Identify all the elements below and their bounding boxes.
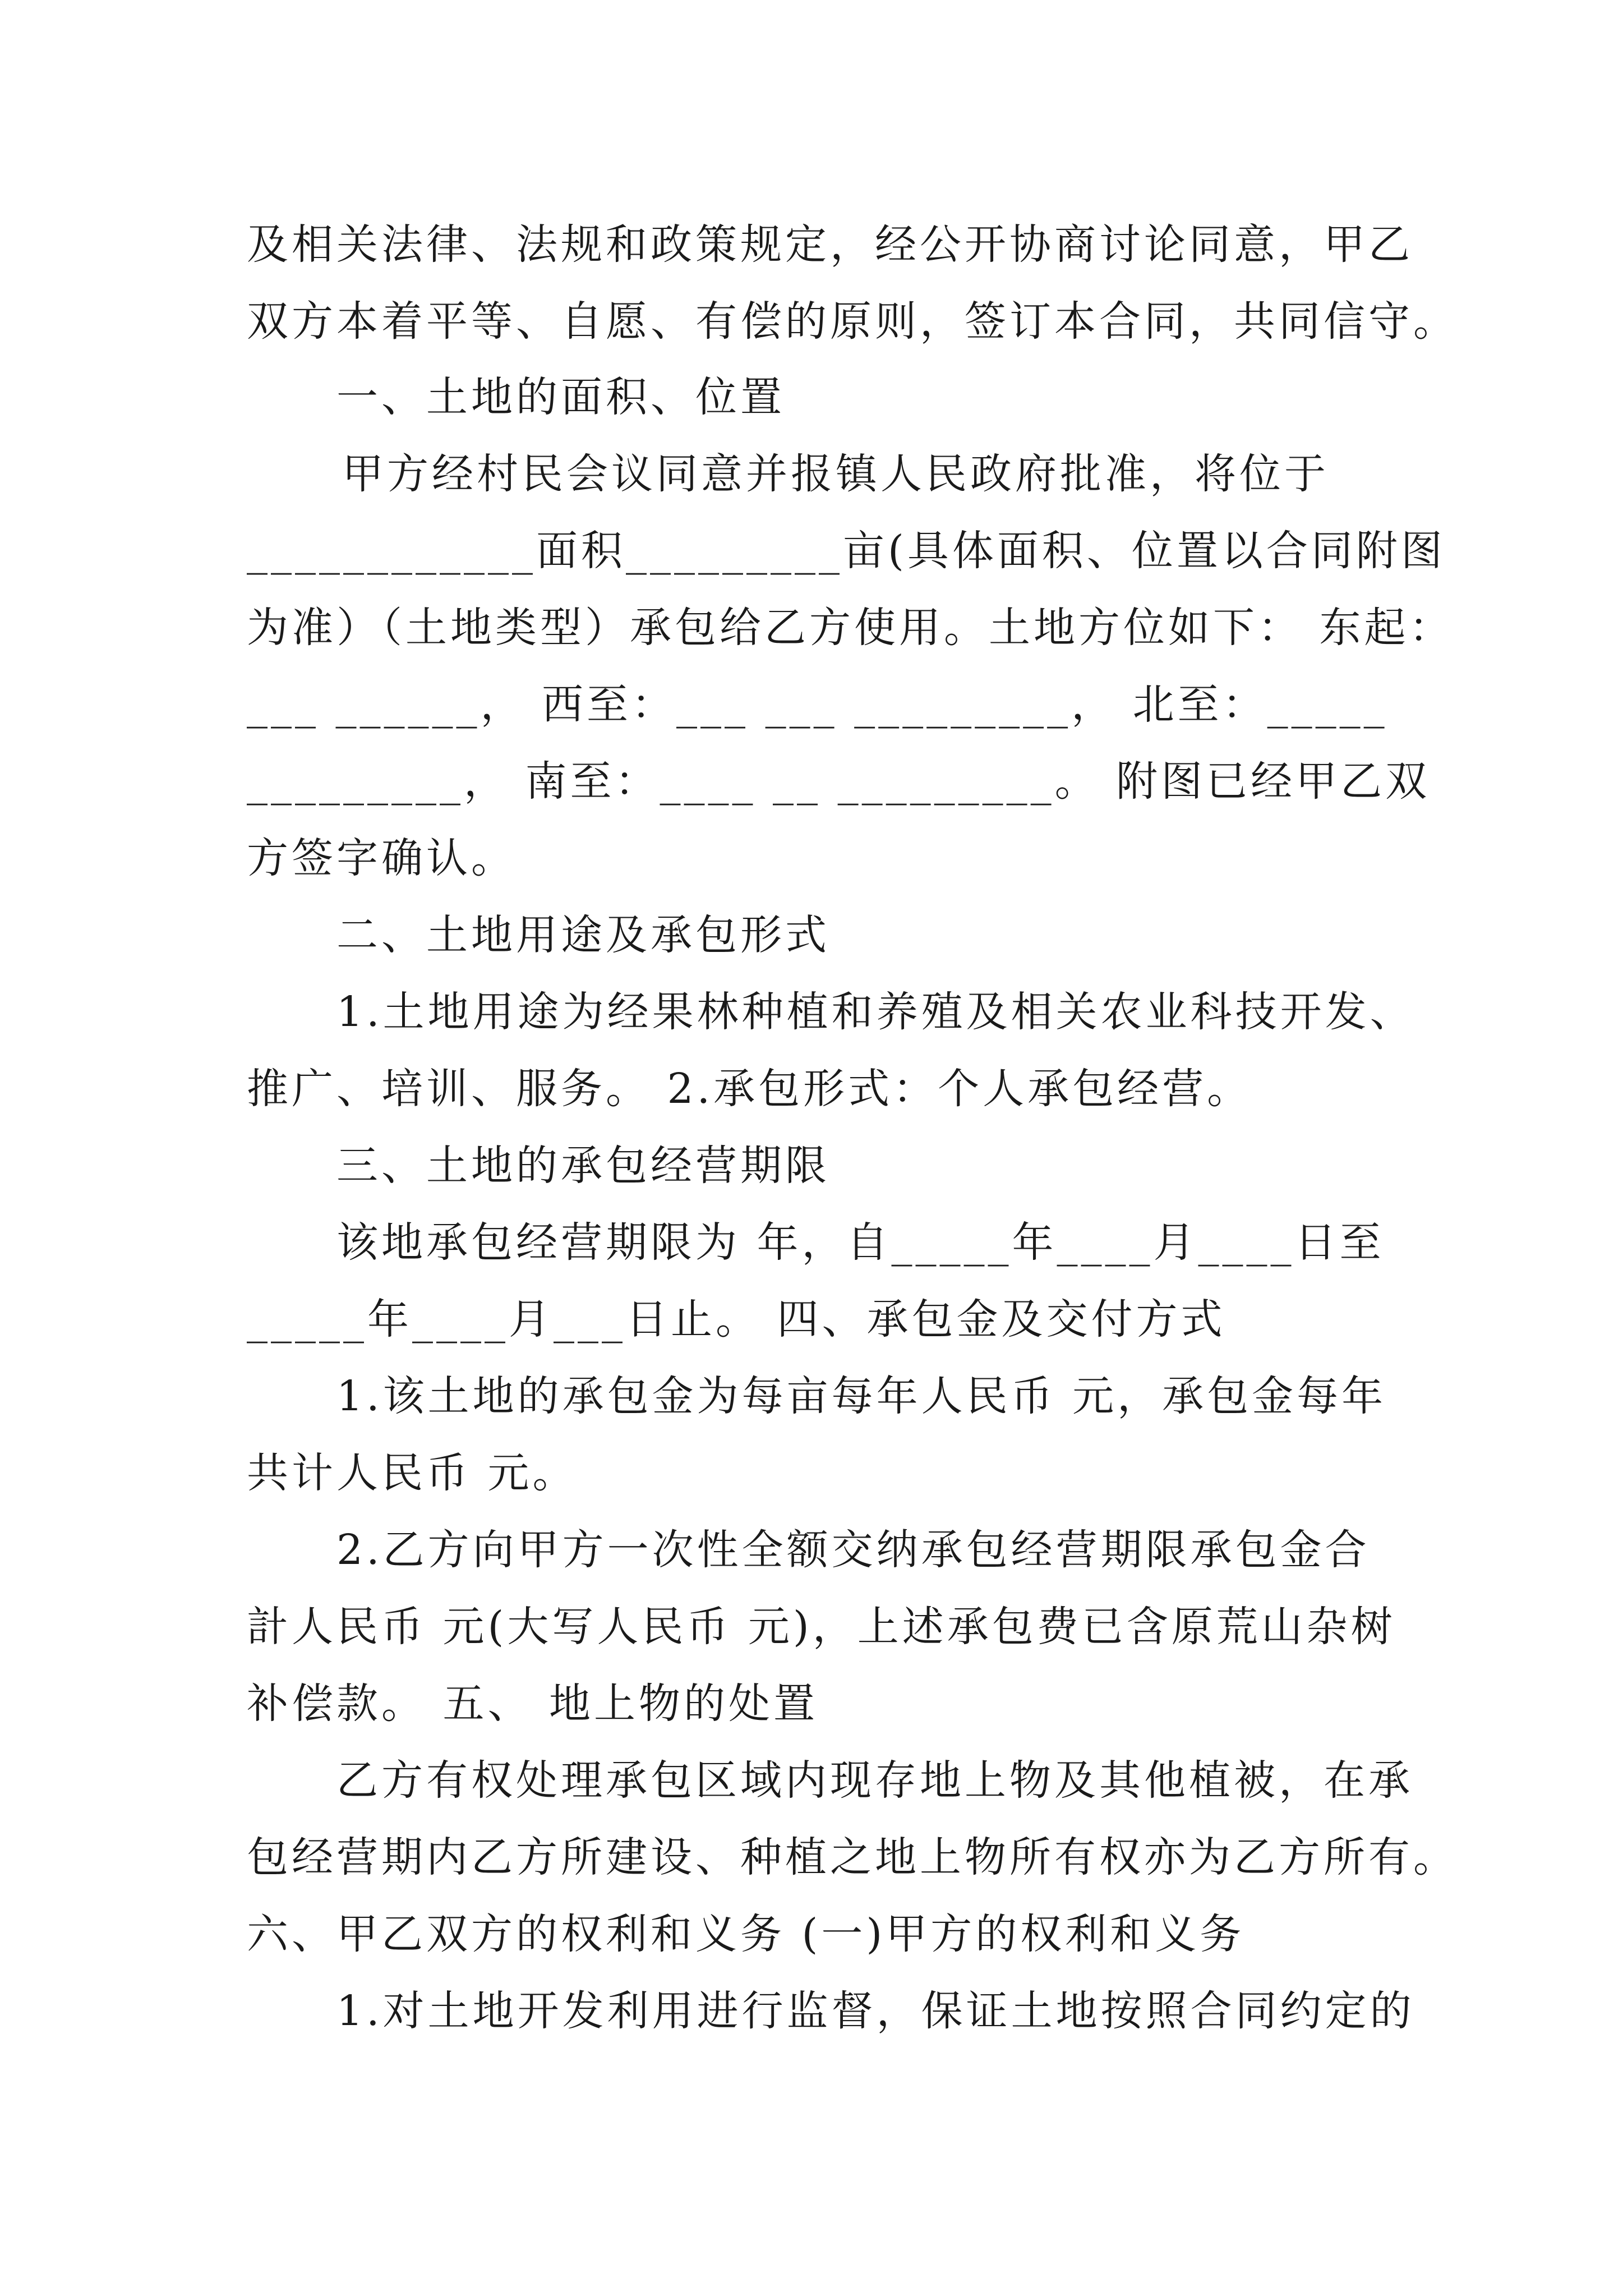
paragraph-line: 该地承包经营期限为 年，自_____年____月____日至 bbox=[336, 1218, 1385, 1267]
paragraph-line: _____年____月___日止。 四、承包金及交付方式 bbox=[247, 1295, 1226, 1343]
paragraph-line: 方签字确认。 bbox=[247, 834, 516, 882]
paragraph-line: 推广、培训、服务。 2.承包形式：个人承包经营。 bbox=[247, 1065, 1252, 1113]
paragraph-line: _________， 南至：____ __ _________。 附图已经甲乙双 bbox=[247, 757, 1431, 806]
paragraph-line: 乙方有权处理承包区域内现存地上物及其他植被，在承 bbox=[336, 1756, 1413, 1805]
paragraph-line: 补偿款。 五、 地上物的处置 bbox=[247, 1680, 819, 1728]
paragraph-line: 2.乙方向甲方一次性全额交纳承包经营期限承包金合 bbox=[336, 1526, 1370, 1574]
paragraph-line: ___ ______， 西至：___ ___ _________， 北至：_____ bbox=[247, 680, 1388, 729]
section-heading: 一、土地的面积、位置 bbox=[336, 373, 785, 421]
paragraph-line: ____________面积_________亩(具体面积、位置以合同附图 bbox=[247, 527, 1446, 575]
paragraph-line: 包经营期内乙方所建设、种植之地上物所有权亦为乙方所有。 bbox=[247, 1833, 1458, 1881]
paragraph-line: 計人民币 元(大写人民币 元)，上述承包费已含原荒山杂树 bbox=[247, 1603, 1396, 1651]
section-heading: 三、土地的承包经营期限 bbox=[336, 1142, 830, 1190]
paragraph-line: 及相关法律、法规和政策规定，经公开协商讨论同意，甲乙 bbox=[247, 220, 1413, 269]
section-heading: 二、土地用途及承包形式 bbox=[336, 911, 830, 959]
paragraph-line: 共计人民币 元。 bbox=[247, 1449, 578, 1497]
paragraph-line: 1.对土地开发利用进行监督，保证土地按照合同约定的 bbox=[336, 1987, 1415, 2035]
paragraph-line: 双方本着平等、自愿、有偿的原则，签订本合同，共同信守。 bbox=[247, 297, 1458, 346]
section-heading: 六、甲乙双方的权利和义务 (一)甲方的权利和义务 bbox=[247, 1910, 1245, 1958]
paragraph-line: 为准）（土地类型）承包给乙方使用。土地方位如下： 东起： bbox=[247, 604, 1454, 652]
paragraph-line: 1.土地用途为经果林种植和养殖及相关农业科技开发、 bbox=[336, 988, 1415, 1036]
paragraph-line: 1.该土地的承包金为每亩每年人民币 元，承包金每年 bbox=[336, 1372, 1387, 1420]
paragraph-line: 甲方经村民会议同意并报镇人民政府批准，将位于 bbox=[342, 450, 1329, 498]
